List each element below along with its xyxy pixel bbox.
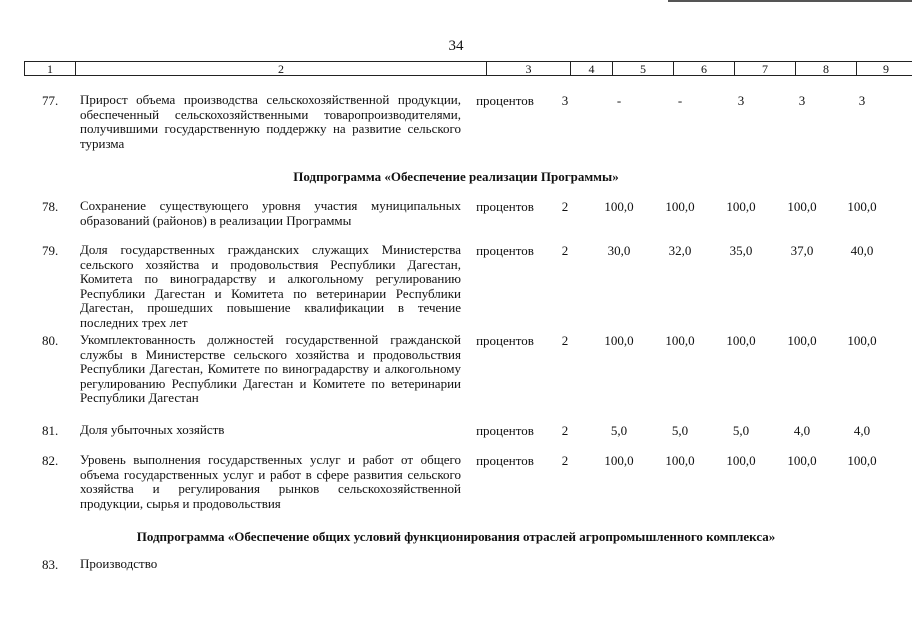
unit: процентов [476,93,534,108]
header-col-9: 9 [856,61,912,76]
row-number: 82. [42,453,59,468]
indicator-name: Производство [80,556,158,571]
row-number: 83. [42,557,59,572]
header-col-3: 3 [486,61,570,76]
indicator-name: Прирост объема производства сельскохозяйственной продукции, обеспеченный сельскохозяйственными товаропроизводителями, получившими государственную поддержку на развитие сельского туризма [80,92,461,151]
header-col-7: 7 [734,61,795,76]
value-col-4: 2 [561,423,569,438]
value-col-5: 100,0 [604,199,634,214]
subprogram-heading: Подпрограмма «Обеспечение общих условий функционирования отраслей агропромышленного комплекса» [136,529,776,544]
value-col-6: 100,0 [665,333,695,348]
value-col-7: 100,0 [726,199,756,214]
subprogram-heading: Подпрограмма «Обеспечение реализации Программы» [293,169,619,184]
value-col-9: 100,0 [847,333,877,348]
value-col-5: 100,0 [604,453,634,468]
header-col-1: 1 [24,61,75,76]
value-col-6: 100,0 [665,453,695,468]
row-number: 80. [42,333,59,348]
header-col-6: 6 [673,61,734,76]
unit: процентов [476,243,534,258]
indicator-name: Уровень выполнения государственных услуг и работ от общего объема государственных услуг и работ в сфере развития сельского хозяйства и регулирования рынков сельскохозяйственной продукции, сырья и продовольствия [80,452,461,511]
value-col-9: 40,0 [850,243,874,258]
row-number: 79. [42,243,59,258]
header-col-5: 5 [612,61,673,76]
value-col-9: 3 [858,93,866,108]
header-col-2: 2 [75,61,486,76]
value-col-5: 5,0 [610,423,628,438]
value-col-4: 2 [561,333,569,348]
value-col-4: 2 [561,199,569,214]
value-col-7: 35,0 [729,243,753,258]
value-col-5: 100,0 [604,333,634,348]
unit: процентов [476,199,534,214]
unit: процентов [476,423,534,438]
value-col-4: 2 [561,453,569,468]
unit: процентов [476,453,534,468]
top-rule [668,0,912,2]
row-number: 81. [42,423,59,438]
value-col-7: 100,0 [726,333,756,348]
value-col-9: 100,0 [847,199,877,214]
value-col-6: 5,0 [671,423,689,438]
value-col-8: 100,0 [787,199,817,214]
indicator-name: Доля государственных гражданских служащих Министерства сельского хозяйства и продовольствия Республики Дагестан, Комитета по виноградарству и алкогольному регулированию Республики Дагестан и Комитета по ветеринарии Республики Дагестан, прошедших повышение квалификации в течение последних трех лет [80,242,461,330]
value-col-6: 100,0 [665,199,695,214]
indicator-name: Доля убыточных хозяйств [80,422,225,437]
header-col-4: 4 [570,61,612,76]
value-col-4: 2 [561,243,569,258]
header-col-8: 8 [795,61,856,76]
value-col-8: 100,0 [787,333,817,348]
value-col-9: 100,0 [847,453,877,468]
value-col-4: 3 [561,93,569,108]
value-col-8: 3 [798,93,806,108]
value-col-6: - [677,93,683,108]
value-col-8: 37,0 [790,243,814,258]
row-number: 78. [42,199,59,214]
value-col-7: 100,0 [726,453,756,468]
value-col-5: 30,0 [607,243,631,258]
indicator-name: Укомплектованность должностей государственной гражданской службы в Министерстве сельского хозяйства и продовольствия Республики Дагестан, Комитете по виноградарству и алкогольному регулированию Республики Дагестан и Комитете по ветеринарии Республики Дагестан [80,332,461,405]
value-col-8: 4,0 [793,423,811,438]
value-col-9: 4,0 [853,423,871,438]
page-number: 34 [448,38,464,54]
row-number: 77. [42,93,59,108]
unit: процентов [476,333,534,348]
indicator-name: Сохранение существующего уровня участия муниципальных образований (районов) в реализации Программы [80,198,461,228]
value-col-7: 5,0 [732,423,750,438]
value-col-6: 32,0 [668,243,692,258]
value-col-8: 100,0 [787,453,817,468]
value-col-7: 3 [737,93,745,108]
value-col-5: - [616,93,622,108]
